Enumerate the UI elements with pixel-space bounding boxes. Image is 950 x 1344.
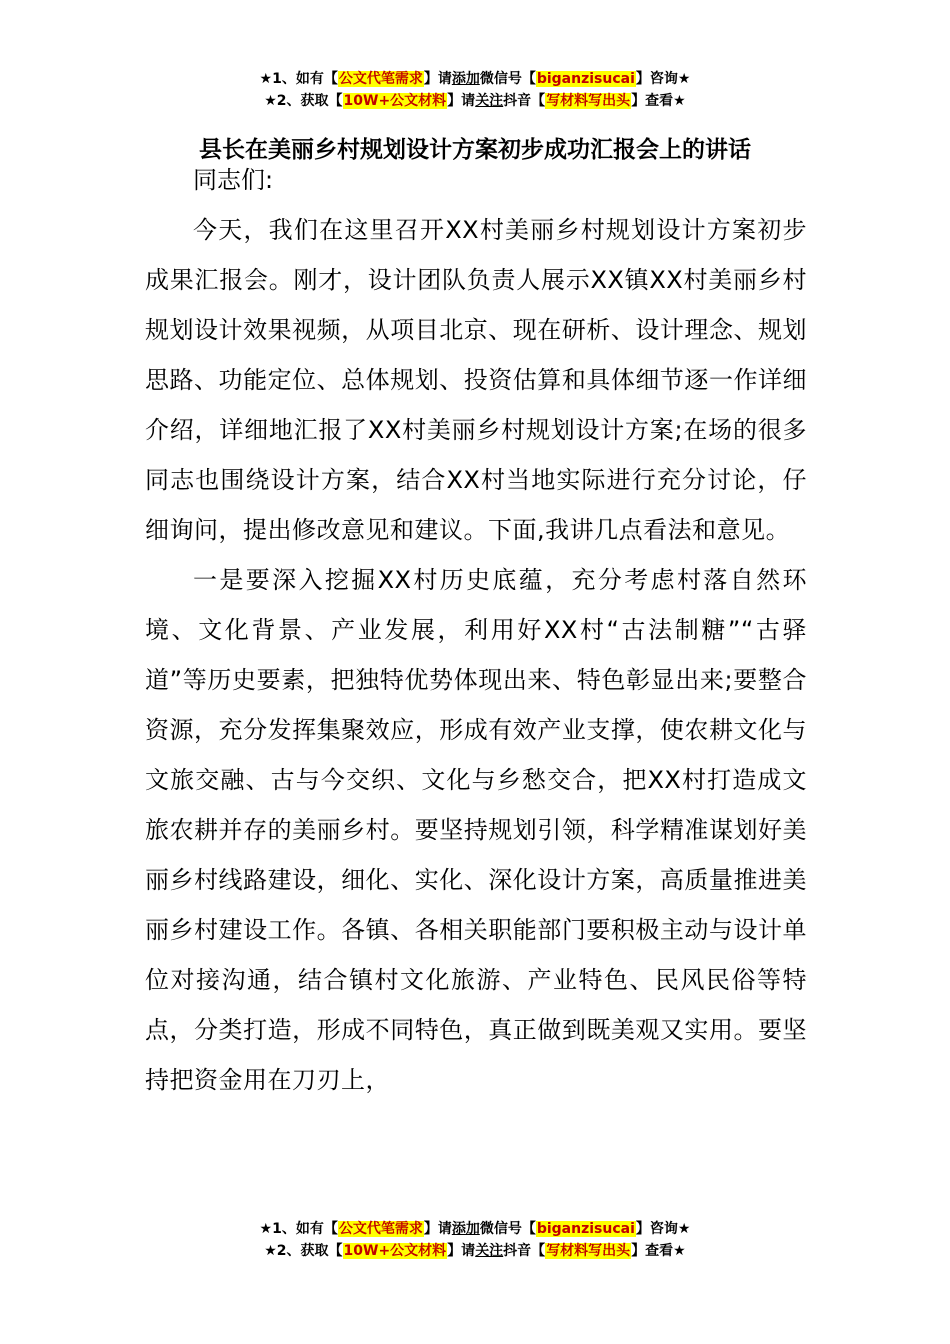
banner-highlight: 公文代笔需求 xyxy=(338,71,423,87)
paragraph-2: 一是要深入挖掘XX村历史底蕴，充分考虑村落自然环境、文化背景、产业发展，利用好XX村“古法制糖”“古驿道”等历史要素，把独特优势体现出来、特色彰显出来;要整合资源，充分发挥集聚效应，形成有效产业支撑，使农耕文化与文旅交融、古与今交织、文化与乡愁交合，把XX村打造成文旅农耕并存的美丽乡村。要坚持规划引领，科学精准谋划好美丽乡村线路建设，细化、实化、深化设计方案，高质量推进美丽乡村建设工作。各镇、各相关职能部门要积极主动与设计单位对接沟通，结合镇村文化旅游、产业特色、民风民俗等特点，分类打造，形成不同特色，真正做到既美观又实用。要坚持把资金用在刀刃上， xyxy=(145,566,807,1094)
banner-highlight: 写材料写出头 xyxy=(546,93,631,109)
banner-text: 】咨询★ xyxy=(635,1221,691,1237)
banner-highlight: biganzisucai xyxy=(536,1221,635,1237)
banner-highlight: 写材料写出头 xyxy=(546,1243,631,1259)
banner-text: ★2、获取【 xyxy=(264,1243,343,1259)
banner-emphasis: 添加 xyxy=(451,1221,480,1237)
banner-text: 抖音【 xyxy=(503,93,546,109)
banner-text: 微信号【 xyxy=(479,71,536,87)
document-title: 县长在美丽乡村规划设计方案初步成功汇报会上的讲话 xyxy=(199,137,751,163)
banner-emphasis: 添加 xyxy=(451,71,480,87)
banner-text: 】查看★ xyxy=(631,93,686,109)
banner-text: 】咨询★ xyxy=(635,71,691,87)
banner-text: 】请 xyxy=(423,1221,452,1237)
banner-text: 】查看★ xyxy=(631,1243,686,1259)
banner-highlight: biganzisucai xyxy=(536,71,635,87)
banner-text: 抖音【 xyxy=(503,1243,546,1259)
banner-highlight: 10W+公文材料 xyxy=(343,93,447,109)
banner-text: ★1、如有【 xyxy=(259,1221,338,1237)
banner-emphasis: 关注 xyxy=(475,1243,504,1259)
banner-text: ★2、获取【 xyxy=(264,93,343,109)
banner-text: 】请 xyxy=(447,93,476,109)
banner-line-1 xyxy=(0,1218,950,1240)
header-banner xyxy=(0,68,950,112)
banner-line-2 xyxy=(0,90,950,112)
banner-highlight: 10W+公文材料 xyxy=(343,1243,447,1259)
document-body xyxy=(145,155,807,1105)
banner-line-1 xyxy=(0,68,950,90)
salutation: 同志们: xyxy=(193,166,274,194)
banner-text: 】请 xyxy=(447,1243,476,1259)
banner-text: 微信号【 xyxy=(479,1221,536,1237)
paragraph-1: 今天，我们在这里召开XX村美丽乡村规划设计方案初步成果汇报会。刚才，设计团队负责人展示XX镇XX村美丽乡村规划设计效果视频，从项目北京、现在研析、设计理念、规划思路、功能定位、总体规划、投资估算和具体细节逐一作详细介绍，详细地汇报了XX村美丽乡村规划设计方案;在场的很多同志也围绕设计方案，结合XX村当地实际进行充分讨论，仔细询问，提出修改意见和建议。下面,我讲几点看法和意见。 xyxy=(145,216,807,544)
banner-line-2 xyxy=(0,1240,950,1262)
banner-text: ★1、如有【 xyxy=(259,71,338,87)
banner-emphasis: 关注 xyxy=(475,93,504,109)
footer-banner xyxy=(0,1218,950,1262)
banner-text: 】请 xyxy=(423,71,452,87)
banner-highlight: 公文代笔需求 xyxy=(338,1221,423,1237)
